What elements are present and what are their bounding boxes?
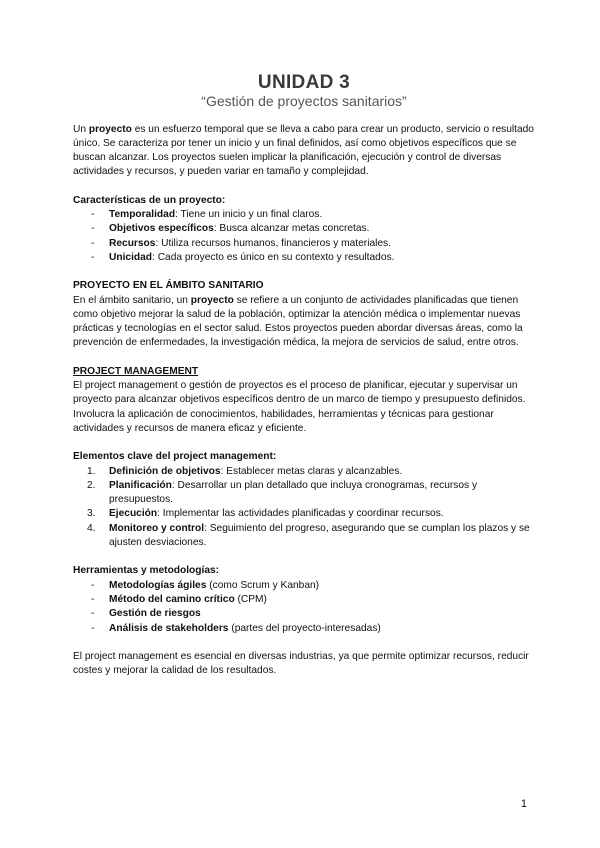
pm-paragraph: El project management o gestión de proyectos es el proceso de planificar, ejecutar y supervisar un proyecto para alcanzar objetivos específicos dentro de un marco de tiempo y presupuesto definidos. Involucra la aplicación de conocimientos, habilidades, herramientas y técnicas para gestionar actividades y recursos de manera eficaz y eficiente.: [73, 380, 526, 434]
caracteristicas-list: [73, 208, 535, 265]
intro-paragraph: Un proyecto es un esfuerzo temporal que se lleva a cabo para crear un producto, servicio o resultado único. Se caracteriza por tener un inicio y un final definidos, así como objetivos específicos que se buscan alcanzar. Los proyectos suelen implicar la planificación, ejecución y control de diversas actividades y recursos, y pueden variar en tamaño y complejidad.: [73, 123, 534, 178]
list-item: - Análisis de stakeholders (partes del proyecto-interesadas): [91, 622, 381, 634]
page-title: UNIDAD 3: [257, 72, 351, 93]
list-item: - Objetivos específicos: Busca alcanzar metas concretas.: [91, 223, 370, 235]
list-item: - Recursos: Utiliza recursos humanos, financieros y materiales.: [91, 237, 391, 249]
caracteristicas-heading: Características de un proyecto:: [73, 194, 226, 206]
list-item: - Metodologías ágiles (como Scrum y Kanban): [91, 579, 320, 591]
sanitario-paragraph: En el ámbito sanitario, un proyecto se refiere a un conjunto de actividades planificadas que tienen como objetivo mejorar la salud de la población, optimizar la atención médica o implementar nuevas prácticas y tecnologías en el sector salud. Estos proyectos pueden abordar diversas áreas, como la prevención de enfermedades, la investigación médica, la mejora de servicios de salud, entre otros.: [73, 294, 523, 349]
list-item: - Temporalidad: Tiene un inicio y un final claros.: [91, 209, 323, 221]
elementos-list: [73, 465, 535, 551]
list-item: - Método del camino crítico (CPM): [91, 593, 267, 605]
list-item: 1. Definición de objetivos: Establecer metas claras y alcanzables.: [87, 465, 403, 477]
pm-heading: PROJECT MANAGEMENT: [73, 365, 199, 377]
conclusion-paragraph: El project management es esencial en diversas industrias, ya que permite optimizar recursos, reducir costes y mejorar la calidad de los resultados.: [73, 650, 529, 677]
list-item: - Gestión de riesgos: [91, 608, 201, 620]
list-item: - Unicidad: Cada proyecto es único en su contexto y resultados.: [91, 251, 395, 263]
elementos-heading: Elementos clave del project management:: [73, 451, 277, 463]
sanitario-heading: PROYECTO EN EL ÁMBITO SANITARIO: [73, 280, 264, 292]
page-subtitle: “Gestión de proyectos sanitarios”: [201, 93, 407, 110]
list-item: 3. Ejecución: Implementar las actividades planificadas y coordinar recursos.: [87, 508, 444, 520]
herramientas-heading: Herramientas y metodologías:: [73, 565, 220, 577]
document-page: [73, 72, 535, 692]
page-number: 1: [520, 798, 527, 810]
list-item: 2. Planificación: Desarrollar un plan detallado que incluya cronogramas, recursos y presupuestos.: [87, 479, 478, 506]
list-item: 4. Monitoreo y control: Seguimiento del progreso, asegurando que se cumplan los plazos y se ajusten desviaciones.: [87, 522, 530, 549]
herramientas-list: [73, 579, 535, 636]
